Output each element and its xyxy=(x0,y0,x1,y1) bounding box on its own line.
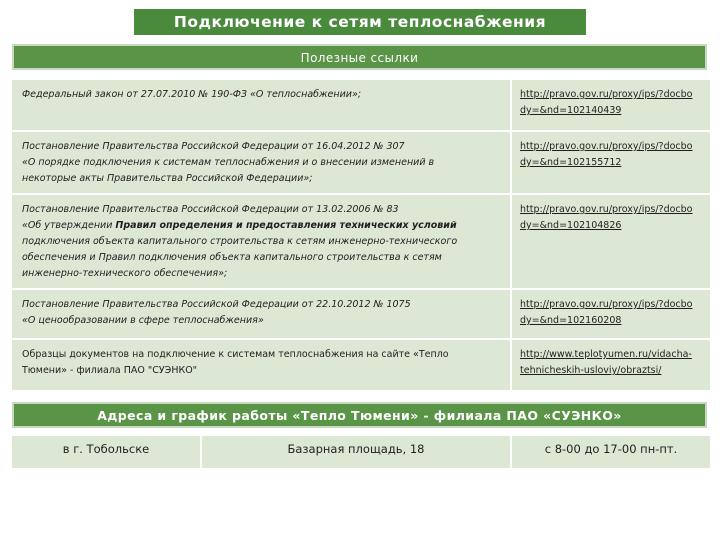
url-cell xyxy=(512,290,710,340)
document-title: Образцы документов на подключение к системам теплоснабжения на сайте «Тепло xyxy=(22,349,449,360)
document-subtitle: некоторые акты Правительства Российской Федерации»; xyxy=(22,173,313,184)
document-subtitle: обеспечения и Правил подключения объекта капитального строительства к сетям xyxy=(22,252,442,263)
document-title: Постановление Правительства Российской Федерации от 16.04.2012 № 307 xyxy=(22,141,405,152)
document-subtitle: «Об утверждении xyxy=(22,220,116,231)
document-cell xyxy=(12,290,512,340)
document-subtitle: подключения объекта капитального строительства к сетям инженерно-технического xyxy=(22,236,458,247)
address-cell: Базарная площадь, 18 xyxy=(202,436,512,468)
document-subtitle: Тюмени» - филиала ПАО "СУЭНКО" xyxy=(22,365,198,376)
document-subtitle: «О ценообразовании в сфере теплоснабжения» xyxy=(22,315,264,326)
document-cell xyxy=(12,340,512,392)
document-cell xyxy=(12,80,512,132)
document-cell xyxy=(12,132,512,195)
page-title: Подключение к сетям теплоснабжения xyxy=(134,9,586,35)
document-emphasis: Правил определения и предоставления технических условий xyxy=(115,220,457,231)
table-row xyxy=(12,340,710,392)
document-cell xyxy=(12,195,512,290)
address-header: Адреса и график работы «Тепло Тюмени» - филиала ПАО «СУЭНКО» xyxy=(12,402,707,428)
table-row xyxy=(12,290,710,340)
table-row xyxy=(12,132,710,195)
document-link[interactable]: http://www.teplotyumen.ru/vidacha- tehnicheskih-usloviy/obraztsi/ xyxy=(520,349,692,376)
city-cell: в г. Тобольске xyxy=(12,436,202,468)
useful-links-table xyxy=(12,80,710,392)
address-table xyxy=(12,436,710,468)
document-link[interactable]: http://pravo.gov.ru/proxy/ips/?docbo dy=&nd=102140439 xyxy=(520,89,693,116)
document-title: Постановление Правительства Российской Федерации от 22.10.2012 № 1075 xyxy=(22,299,411,310)
url-cell xyxy=(512,80,710,132)
hours-cell: с 8-00 до 17-00 пн-пт. xyxy=(512,436,710,468)
document-link[interactable]: http://pravo.gov.ru/proxy/ips/?docbo dy=&nd=102104826 xyxy=(520,204,693,231)
table-row xyxy=(12,80,710,132)
document-subtitle: «О порядке подключения к системам теплоснабжения и о внесении изменений в xyxy=(22,157,435,168)
document-title: Федеральный закон от 27.07.2010 № 190-ФЗ «О теплоснабжении»; xyxy=(22,89,362,100)
table-row xyxy=(12,195,710,290)
url-cell xyxy=(512,340,710,392)
document-link[interactable]: http://pravo.gov.ru/proxy/ips/?docbo dy=&nd=102155712 xyxy=(520,141,693,168)
table-row xyxy=(12,436,710,468)
document-subtitle: инженерно-технического обеспечения»; xyxy=(22,268,228,279)
document-title: Постановление Правительства Российской Федерации от 13.02.2006 № 83 xyxy=(22,204,399,215)
document-link[interactable]: http://pravo.gov.ru/proxy/ips/?docbo dy=&nd=102160208 xyxy=(520,299,693,326)
url-cell xyxy=(512,195,710,290)
url-cell xyxy=(512,132,710,195)
useful-links-header: Полезные ссылки xyxy=(12,44,707,70)
